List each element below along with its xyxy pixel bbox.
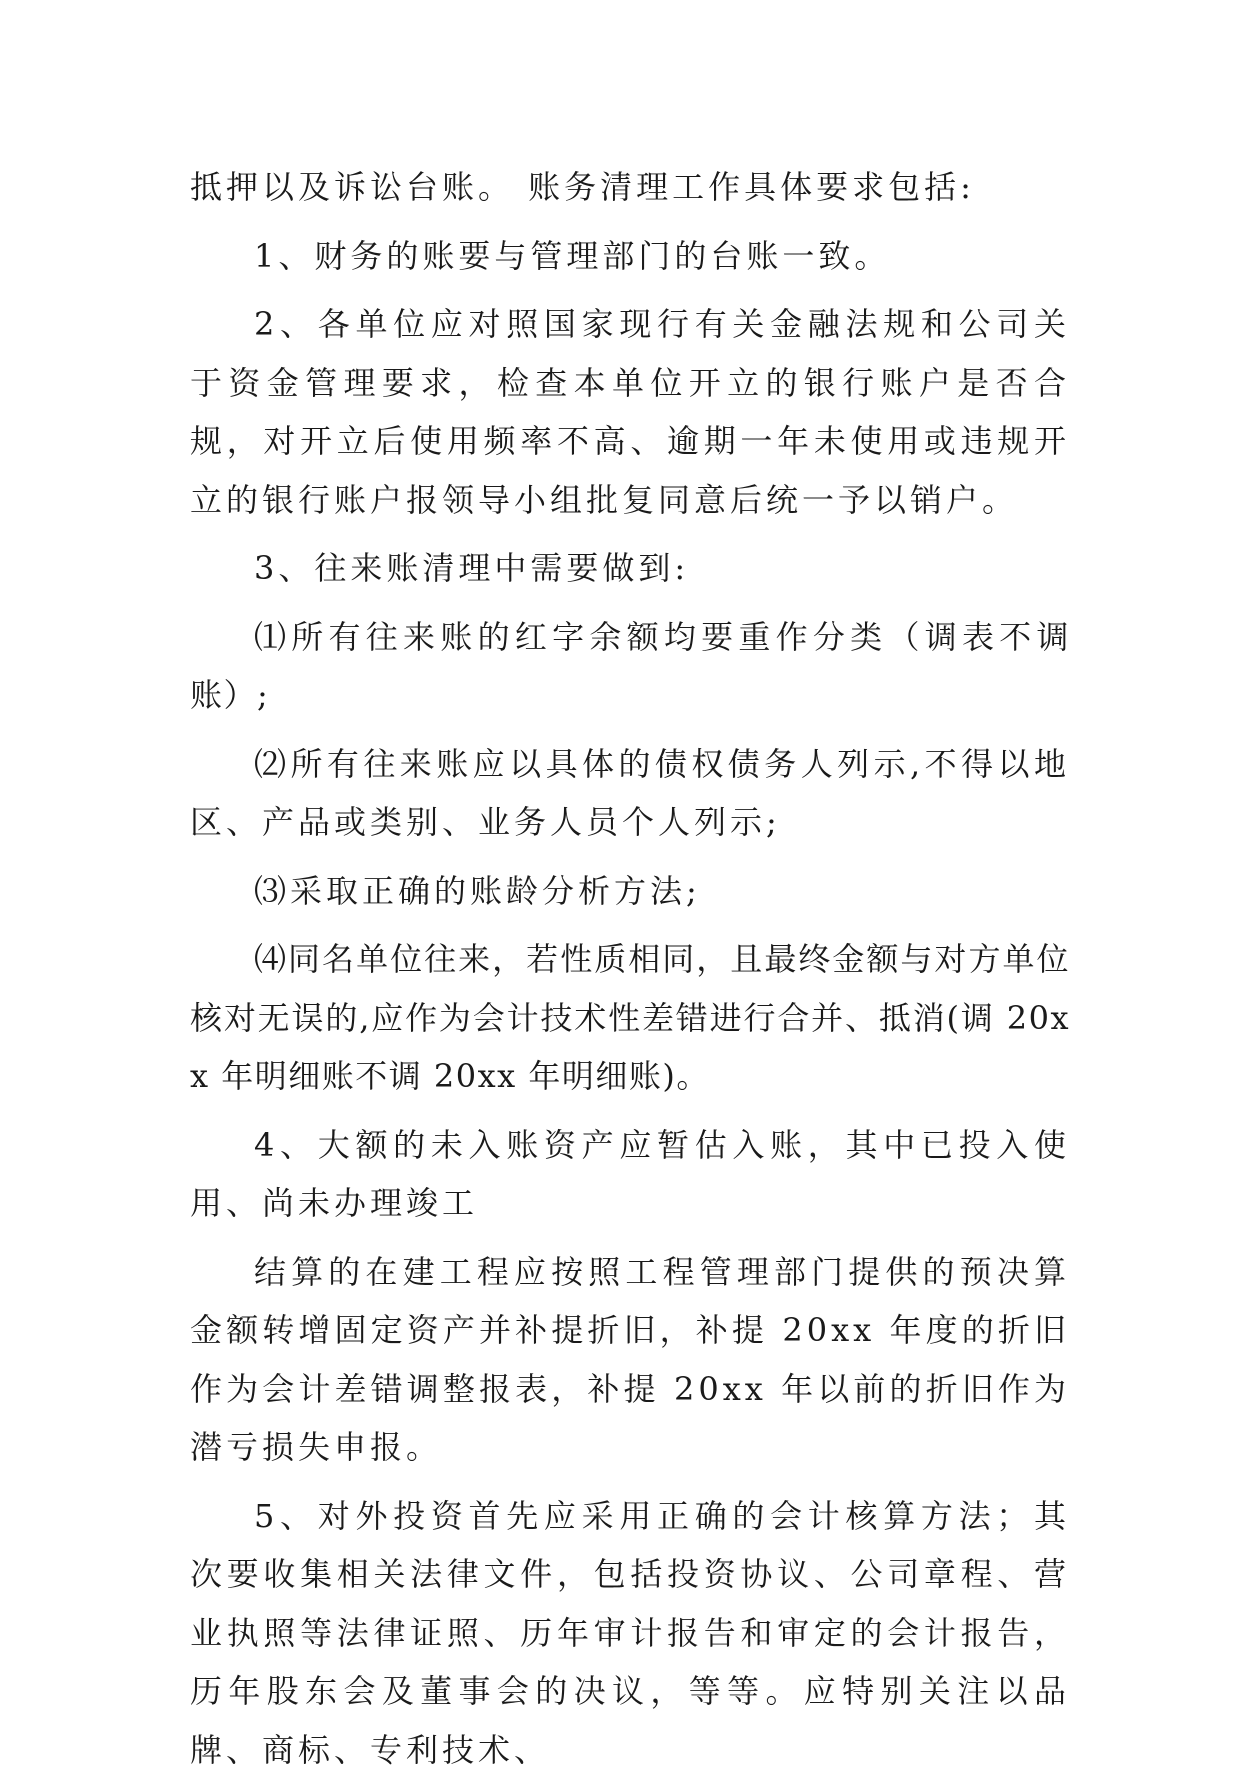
paragraph-11: 5、对外投资首先应采用正确的会计核算方法；其次要收集相关法律文件，包括投资协议、公司章程、营业执照等法律证照、历年审计报告和审定的会计报告，历年股东会及董事会的决议，等等。应特别关注以品牌、商标、专利技术、 [190, 1496, 1070, 1769]
document-body [190, 158, 1070, 1789]
paragraph-5: ⑴所有往来账的红字余额均要重作分类（调表不调账）; [190, 617, 1070, 714]
paragraph-3: 2、各单位应对照国家现行有关金融法规和公司关于资金管理要求，检查本单位开立的银行账户是否合规，对开立后使用频率不高、逾期一年未使用或违规开立的银行账户报领导小组批复同意后统一予以销户。 [190, 305, 1070, 519]
paragraph-4: 3、往来账清理中需要做到: [254, 549, 690, 587]
paragraph-10: 结算的在建工程应按照工程管理部门提供的预决算金额转增固定资产并补提折旧，补提 20xx 年度的折旧作为会计差错调整报表，补提 20xx 年以前的折旧作为潜亏损失申报。 [190, 1252, 1070, 1466]
paragraph-1: 抵押以及诉讼台账。 账务清理工作具体要求包括: [190, 168, 975, 206]
paragraph-9: 4、大额的未入账资产应暂估入账，其中已投入使用、尚未办理竣工 [190, 1125, 1070, 1222]
paragraph-2: 1、财务的账要与管理部门的台账一致。 [254, 236, 891, 275]
paragraph-8: ⑷同名单位往来，若性质相同，且最终金额与对方单位核对无误的,应作为会计技术性差错进行合并、抵消(调 20xx 年明细账不调 20xx 年明细账)。 [190, 940, 1070, 1095]
paragraph-7: ⑶采取正确的账龄分析方法; [254, 871, 701, 910]
paragraph-6: ⑵所有往来账应以具体的债权债务人列示,不得以地区、产品或类别、业务人员个人列示; [190, 744, 1070, 841]
